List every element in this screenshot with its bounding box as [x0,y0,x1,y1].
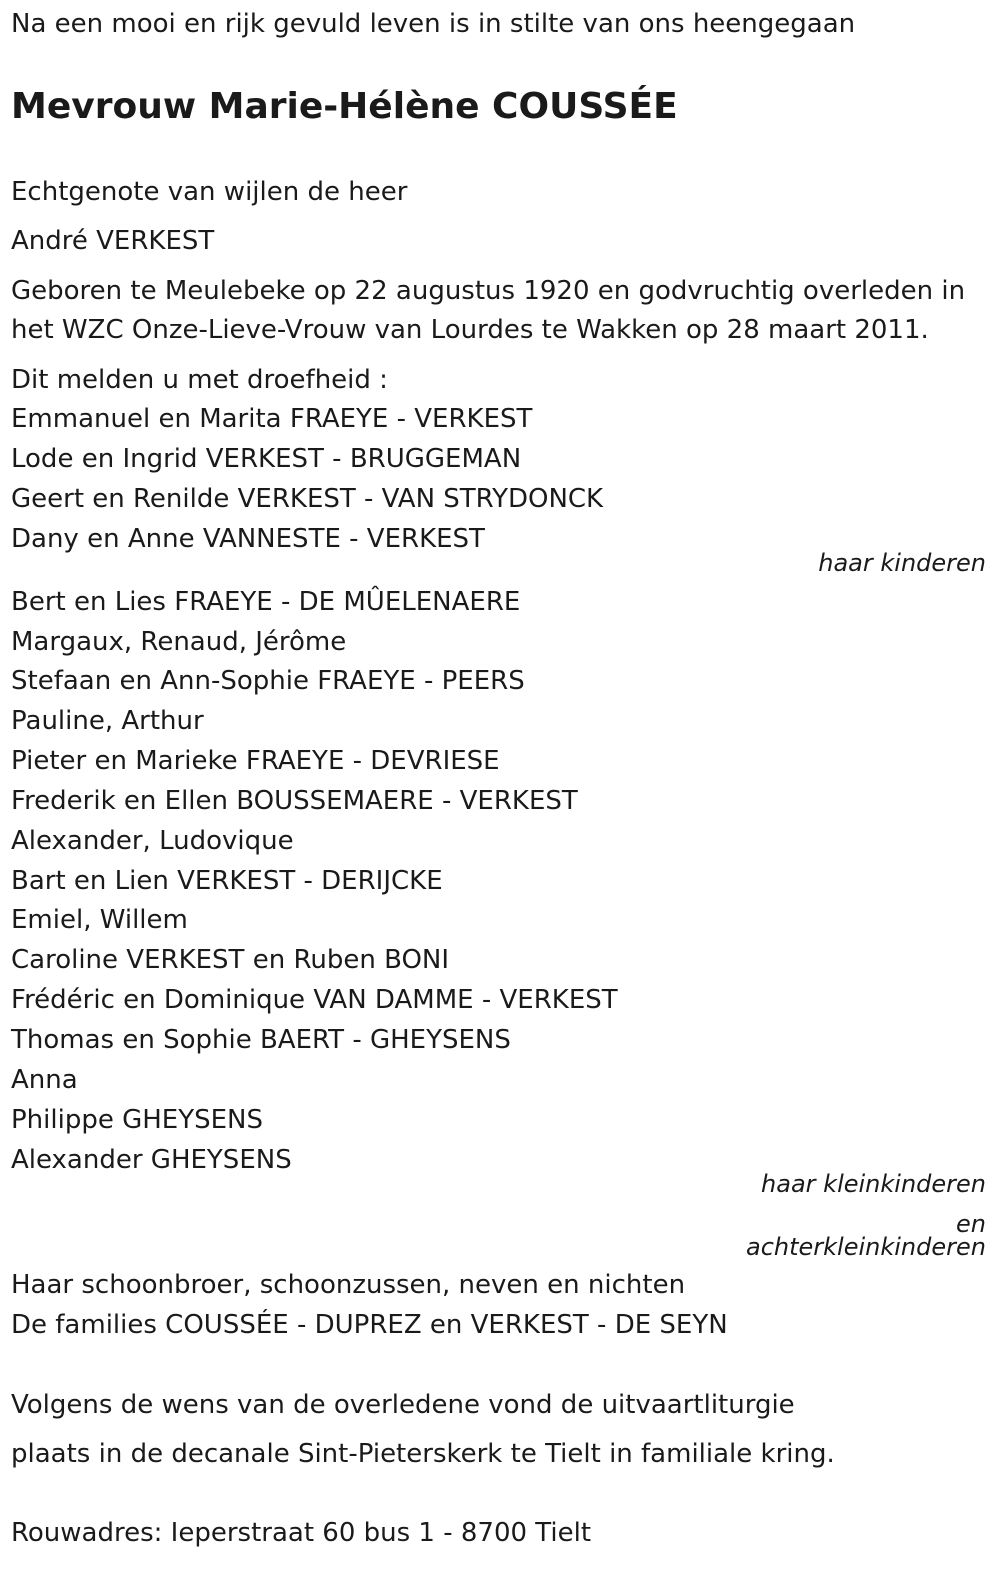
list-item: Lode en Ingrid VERKEST - BRUGGEMAN [11,444,522,474]
list-item: Pauline, Arthur [11,706,204,736]
great-grandchildren-label: achterkleinkinderen [746,1233,986,1261]
list-item: Alexander GHEYSENS [11,1145,292,1175]
list-item: Bart en Lien VERKEST - DERIJCKE [11,866,443,896]
family-line-2: De families COUSSÉE - DUPREZ en VERKEST - DE SEYN [11,1310,728,1340]
mourning-address: Rouwadres: Ieperstraat 60 bus 1 - 8700 Tielt [11,1518,592,1548]
list-item: Pieter en Marieke FRAEYE - DEVRIESE [11,746,500,776]
children-label: haar kinderen [818,549,986,577]
list-item: Alexander, Ludovique [11,826,294,856]
intro-text: Na een mooi en rijk gevuld leven is in stilte van ons heengegaan [11,9,856,39]
list-item: Emmanuel en Marita FRAEYE - VERKEST [11,404,533,434]
list-item: Frederik en Ellen BOUSSEMAERE - VERKEST [11,786,578,816]
list-item: Stefaan en Ann-Sophie FRAEYE - PEERS [11,666,525,696]
birth-death-line-1: Geboren te Meulebeke op 22 augustus 1920 en godvruchtig overleden in [11,276,966,306]
deceased-name: Mevrouw Marie-Hélène COUSSÉE [11,86,678,127]
birth-death-line-2: het WZC Onze-Lieve-Vrouw van Lourdes te Wakken op 28 maart 2011. [11,315,929,345]
grandchildren-label: haar kleinkinderen [761,1170,986,1198]
list-item: Dany en Anne VANNESTE - VERKEST [11,524,485,554]
announcement-text: Dit melden u met droefheid : [11,365,388,395]
list-item: Margaux, Renaud, Jérôme [11,627,347,657]
spouse-label: Echtgenote van wijlen de heer [11,177,408,207]
spouse-name: André VERKEST [11,226,215,256]
list-item: Philippe GHEYSENS [11,1105,263,1135]
list-item: Caroline VERKEST en Ruben BONI [11,945,450,975]
list-item: Bert en Lies FRAEYE - DE MÛELENAERE [11,587,521,617]
liturgy-line-2: plaats in de decanale Sint-Pieterskerk te Tielt in familiale kring. [11,1439,835,1469]
list-item: Geert en Renilde VERKEST - VAN STRYDONCK [11,484,604,514]
list-item: Emiel, Willem [11,905,188,935]
family-line-1: Haar schoonbroer, schoonzussen, neven en nichten [11,1270,686,1300]
list-item: Thomas en Sophie BAERT - GHEYSENS [11,1025,511,1055]
list-item: Frédéric en Dominique VAN DAMME - VERKEST [11,985,618,1015]
grandchildren-conjunction: en [956,1210,986,1238]
list-item: Anna [11,1065,78,1095]
liturgy-line-1: Volgens de wens van de overledene vond de uitvaartliturgie [11,1390,795,1420]
